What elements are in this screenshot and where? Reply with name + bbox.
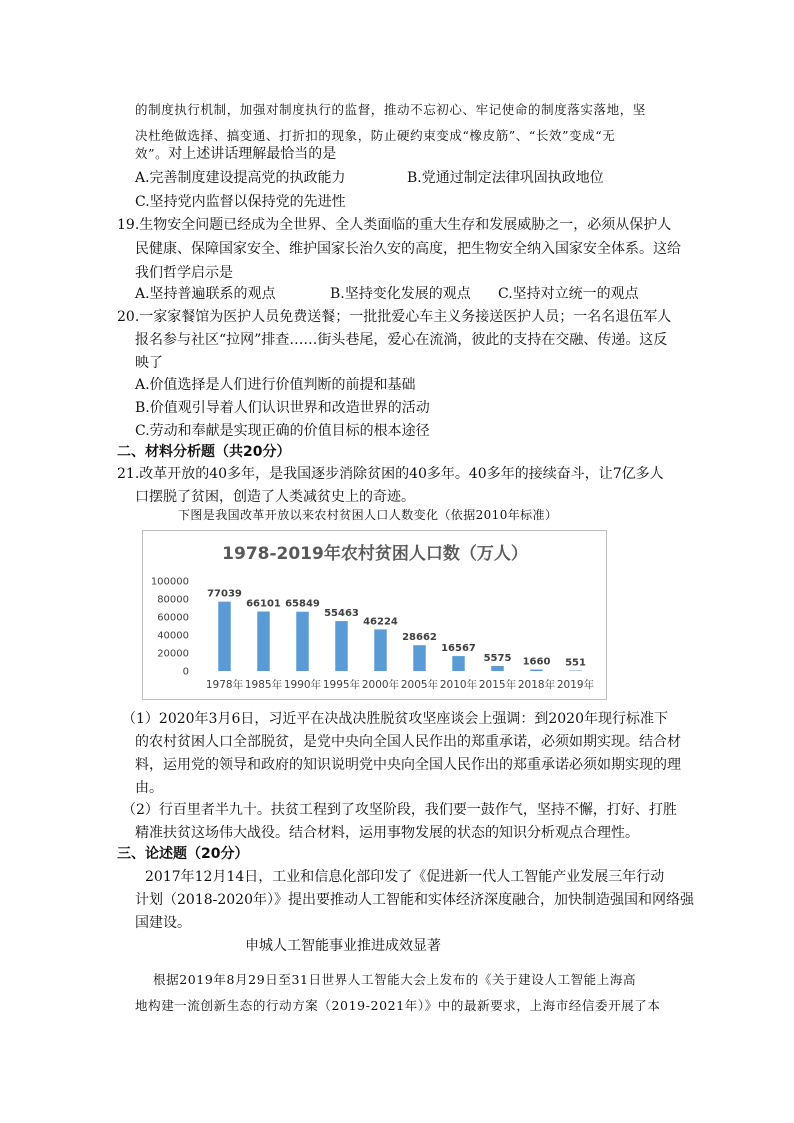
- bar: [569, 671, 581, 672]
- q21-sub1-line-4: 由。: [135, 780, 163, 796]
- x-tick-label: 1995年: [322, 679, 361, 691]
- y-tick-label: 60000: [157, 612, 189, 624]
- y-tick-label: 100000: [150, 576, 189, 588]
- q21-sub1-line-1: （1）2020年3月6日，习近平在决战决胜脱贫攻坚座谈会上强调：到2020年现行标准下: [122, 711, 668, 727]
- q21-sub1-line-2: 的农村贫困人口全部脱贫，是党中央向全国人民作出的郑重承诺，必须如期实现。结合材: [135, 734, 681, 750]
- bar-data-label: 77039: [207, 588, 242, 600]
- q21-sub2-line-1: （2）行百里者半九十。扶贫工程到了攻坚阶段，我们要一鼓作气，坚持不懈，打好、打胜: [122, 802, 677, 818]
- q19-line-2: 民健康、保障国家安全、维护国家长治久安的高度，把生物安全纳入国家安全体系。这给: [135, 241, 681, 257]
- x-tick-label: 2015年: [478, 679, 517, 691]
- y-tick-label: 80000: [157, 594, 189, 606]
- x-tick-label: 1978年: [205, 679, 244, 691]
- bar-data-label: 5575: [483, 652, 512, 664]
- bar-data-label: 55463: [324, 608, 359, 620]
- essay-line-3: 国建设。: [135, 915, 191, 931]
- q19-line-3: 我们哲学启示是: [135, 265, 233, 281]
- chart-svg: [143, 531, 606, 699]
- q18-option-b: B.党通过制定法律巩固执政地位: [407, 170, 604, 186]
- x-tick-label: 2019年: [556, 679, 595, 691]
- q18-quote-tail: 效”。: [135, 146, 169, 161]
- chart-caption: 下图是我国改革开放以来农村贫困人口人数变化（依据2010年标准）: [178, 508, 558, 522]
- x-tick-label: 2010年: [439, 679, 478, 691]
- q18-stem-tail: 对上述讲话理解最恰当的是: [168, 146, 337, 162]
- q20-line-3: 映了: [135, 355, 163, 371]
- q21-line-1: 21.改革开放的40多年，是我国逐步消除贫困的40多年。40多年的接续奋斗，让7亿多人: [117, 466, 664, 482]
- bar: [491, 666, 503, 671]
- q21-sub1-line-3: 料，运用党的领导和政府的知识说明党中央向全国人民作出的郑重承诺必须如期实现的理: [135, 757, 681, 773]
- section-2-heading: 二、材料分析题（共20分）: [117, 444, 291, 460]
- essay-subtitle: 申城人工智能事业推进成效显著: [245, 938, 441, 954]
- bar-data-label: 65849: [285, 598, 320, 610]
- bar-data-label: 28662: [402, 632, 437, 644]
- q19-line-1: 19.生物安全问题已经成为全世界、全人类面临的重大生存和发展威胁之一，必须从保护人: [117, 217, 672, 233]
- q20-option-b: B.价值观引导着人们认识世界和改造世界的活动: [135, 400, 430, 416]
- chart-y-axis: [151, 577, 189, 678]
- poverty-bar-chart: [142, 530, 607, 700]
- x-tick-label: 2018年: [517, 679, 556, 691]
- bar: [257, 612, 269, 671]
- q20-option-a: A.价值选择是人们进行价值判断的前提和基础: [135, 377, 416, 393]
- q18-quote-line-1: 的制度执行机制，加强对制度执行的监督，推动不忘初心、牢记使命的制度落实落地，坚: [135, 102, 646, 117]
- bar: [296, 612, 308, 671]
- q18-option-c: C.坚持党内监督以保持党的先进性: [135, 194, 346, 210]
- q21-sub2-line-2: 精准扶贫这场伟大战役。结合材料，运用事物发展的状态的知识分析观点合理性。: [135, 825, 639, 841]
- bar: [218, 602, 230, 671]
- q18-quote-line-2: 决杜绝做选择、搞变通、打折扣的现象，防止硬约束变成“橡皮筋”、“长效”变成“无: [135, 128, 616, 143]
- y-tick-label: 20000: [157, 648, 189, 660]
- q21-line-2: 口摆脱了贫困，创造了人类减贫史上的奇迹。: [135, 489, 415, 505]
- bar-data-label: 551: [565, 657, 586, 669]
- y-tick-label: 40000: [157, 630, 189, 642]
- bar: [413, 645, 425, 671]
- bar: [452, 656, 464, 671]
- x-tick-label: 1985年: [244, 679, 283, 691]
- bar: [374, 629, 386, 671]
- q19-option-b: B.坚持变化发展的观点: [330, 286, 471, 302]
- essay-line-2: 计划（2018-2020年）》提出要推动人工智能和实体经济深度融合，加快制造强国和网络强: [135, 892, 694, 908]
- chart-title: 1978-2019年农村贫困人口数（万人）: [222, 544, 528, 564]
- bar: [530, 670, 542, 671]
- q18-quote-line-3: [135, 141, 336, 167]
- x-tick-label: 2005年: [400, 679, 439, 691]
- essay-material-line-1: 根据2019年8月29日至31日世界人工智能大会上发布的《关于建设人工智能上海高: [153, 972, 637, 987]
- q19-option-c: C.坚持对立统一的观点: [498, 286, 639, 302]
- bar-data-label: 16567: [441, 643, 476, 655]
- bar: [335, 621, 347, 671]
- q19-option-a: A.坚持普遍联系的观点: [135, 286, 276, 302]
- bar-data-label: 66101: [246, 598, 281, 610]
- q20-line-2: 报名参与社区“拉网”排查……街头巷尾，爱心在流淌，彼此的支持在交融、传递。这反: [135, 332, 668, 348]
- q20-option-c: C.劳动和奉献是实现正确的价值目标的根本途径: [135, 423, 430, 439]
- q20-line-1: 20.一家家餐馆为医护人员免费送餐；一批批爱心车主义务接送医护人员；一名名退伍军人: [117, 309, 672, 325]
- y-tick-label: 0: [182, 666, 189, 678]
- chart-x-axis: [206, 678, 595, 691]
- q18-option-a: A.完善制度建设提高党的执政能力: [135, 170, 346, 186]
- x-tick-label: 1990年: [283, 679, 322, 691]
- essay-line-1: 2017年12月14日，工业和信息化部印发了《促进新一代人工智能产业发展三年行动: [145, 869, 665, 885]
- section-3-heading: 三、论述题（20分）: [117, 846, 249, 862]
- bar-data-label: 46224: [363, 616, 398, 628]
- essay-material-line-2: 地构建一流创新生态的行动方案（2019-2021年）》中的最新要求，上海市经信委开展了本: [135, 998, 661, 1013]
- x-tick-label: 2000年: [361, 679, 400, 691]
- bar-data-label: 1660: [522, 656, 551, 668]
